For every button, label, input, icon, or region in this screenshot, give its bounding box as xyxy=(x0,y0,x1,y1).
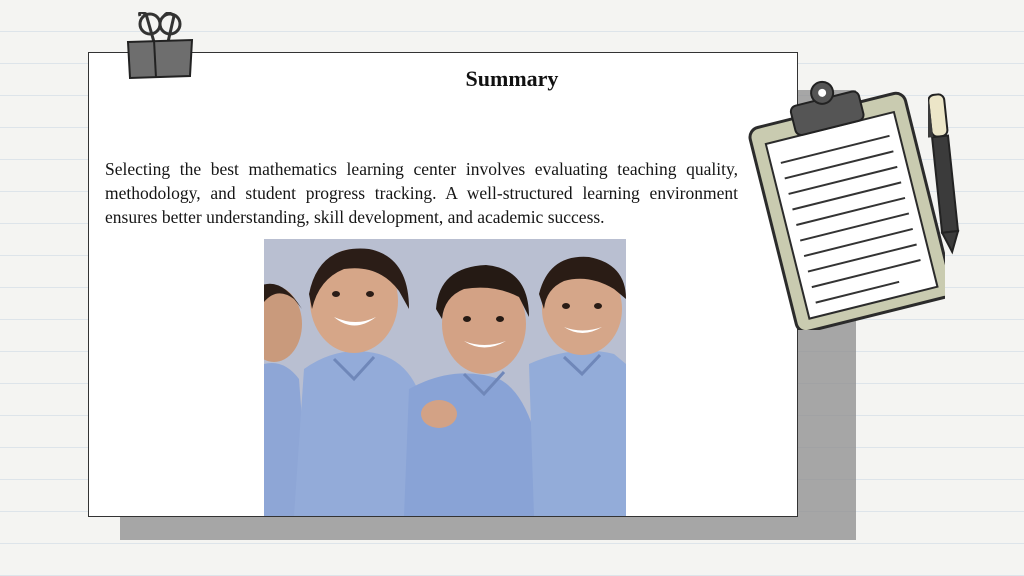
slide-title: Summary xyxy=(465,66,559,91)
binder-clip-icon xyxy=(124,12,196,87)
summary-paragraph: Selecting the best mathematics learning center involves evaluating teaching quality, methodology, and student progress tracking. A well-structured learning environment ensures better understanding, skill development, and academic success. xyxy=(105,159,738,227)
clipboard-icon xyxy=(740,70,945,335)
students-photo xyxy=(264,239,626,516)
pen-icon xyxy=(928,90,964,263)
